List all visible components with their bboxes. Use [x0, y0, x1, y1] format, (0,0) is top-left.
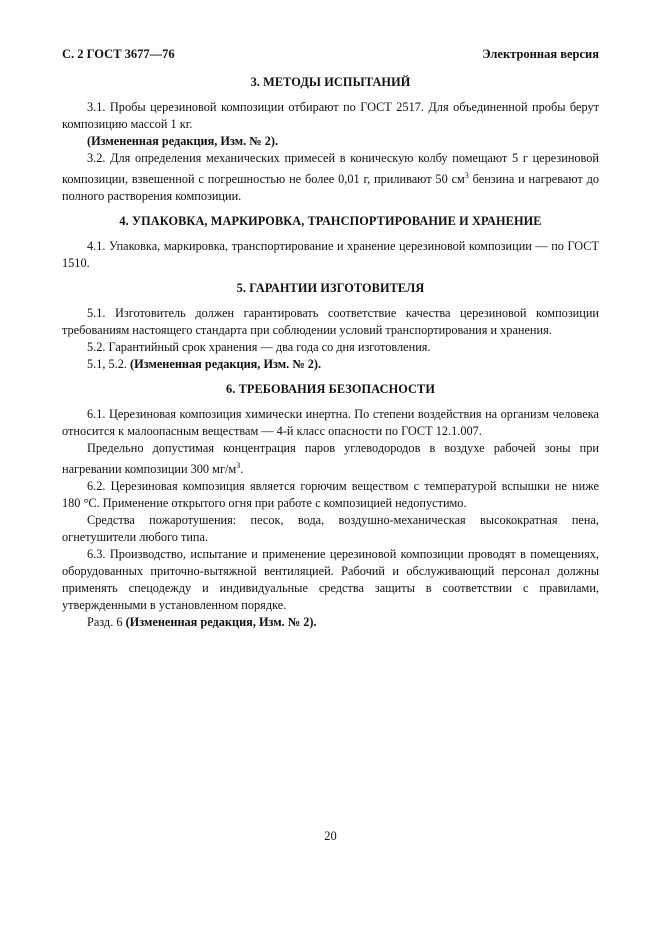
amendment-note-5-text: (Измененная редакция, Изм. № 2).	[130, 357, 322, 372]
clause-3-2-text: 3.2. Для определения механических примесей в коническую колбу помещают 5 г церезиновой композиции, взвешенной с погрешностью не более 0,01 г, приливают 50 см	[62, 151, 599, 187]
clause-6-1: 6.1. Церезиновая композиция химически инертна. По степени воздействия на организм человека относится к малоопасным веществам — 4-й класс опасности по ГОСТ 12.1.007.	[62, 407, 599, 439]
section-6-title: 6. ТРЕБОВАНИЯ БЕЗОПАСНОСТИ	[226, 382, 435, 397]
clause-3-2-superscript: 3	[464, 171, 469, 180]
amendment-note-6-text: (Измененная редакция, Изм. № 2).	[125, 615, 317, 630]
clause-6-2: 6.2. Церезиновая композиция является горючим веществом с температурой вспышки не ниже 180 °С. Применение открытого огня при работе с композицией недопустимо.	[62, 479, 599, 511]
page-number: 20	[324, 829, 337, 843]
amendment-note-6	[62, 614, 599, 631]
clause-3-2	[62, 150, 599, 205]
clause-3-1: 3.1. Пробы церезиновой композиции отбирают по ГОСТ 2517. Для объединенной пробы берут композицию массой 1 кг.	[62, 100, 599, 131]
clause-6-1-limit-text: Предельно допустимая концентрация паров углеводородов в воздухе рабочей зоны при нагревании композиции 300 мг/м	[62, 441, 599, 477]
amendment-note-5	[62, 356, 599, 373]
clause-6-3: 6.3. Производство, испытание и применение церезиновой композиции проводят в помещениях, оборудованных приточно-вытяжной вентиляцией. Рабочий и обслуживающий персонал должны применять спецодежду и индивидуальные средства защиты в соответствии с правилами, утвержденными в установленном порядке.	[62, 547, 599, 613]
clause-6-1-limit-superscript: 3	[236, 461, 241, 471]
clause-4-1: 4.1. Упаковка, маркировка, транспортирование и хранение церезиновой композиции — по ГОСТ 1510.	[62, 239, 599, 271]
clause-6-1-limit	[62, 440, 599, 478]
document-body	[62, 74, 599, 631]
section-3-title: 3. МЕТОДЫ ИСПЫТАНИЙ	[250, 75, 411, 89]
clause-6-1-limit-end: .	[240, 462, 244, 477]
clause-6-2-extinguishing: Средства пожаротушения: песок, вода, воздушно-механическая высокократная пена, огнетушители любого типа.	[62, 513, 599, 545]
amendment-note-3-1: (Измененная редакция, Изм. № 2).	[87, 134, 279, 148]
amendment-note-6-prefix: Разд. 6	[87, 615, 126, 630]
section-4-title: 4. УПАКОВКА, МАРКИРОВКА, ТРАНСПОРТИРОВАНИЕ И ХРАНЕНИЕ	[119, 214, 542, 229]
clause-5-1: 5.1. Изготовитель должен гарантировать соответствие качества церезиновой композиции требованиям настоящего стандарта при соблюдении условий транспортирования и хранения.	[62, 306, 599, 338]
header-edition: Электронная версия	[482, 47, 599, 61]
header-document-code: С. 2 ГОСТ 3677—76	[62, 47, 175, 61]
clause-3-2-text-end: бензина и нагревают до полного растворения композиции.	[62, 172, 599, 204]
clause-5-2: 5.2. Гарантийный срок хранения — два года со дня изготовления.	[87, 340, 431, 355]
amendment-note-5-prefix: 5.1, 5.2.	[87, 357, 131, 372]
section-5-title: 5. ГАРАНТИИ ИЗГОТОВИТЕЛЯ	[236, 281, 425, 296]
